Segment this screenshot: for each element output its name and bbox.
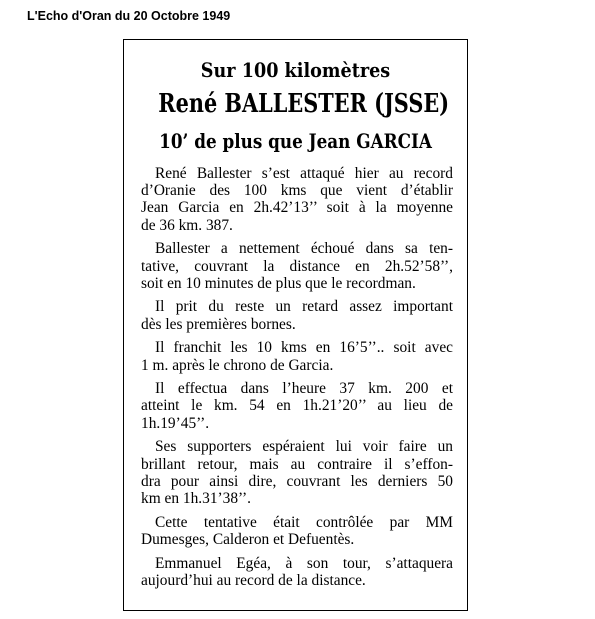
source-caption: L'Echo d'Oran du 20 Octobre 1949: [27, 9, 231, 23]
article-line: km en 1h.31’38’’.: [141, 489, 251, 507]
article-paragraph: [141, 514, 453, 548]
article-line: aujourd’hui au record de la distance.: [141, 571, 366, 589]
newspaper-article: [123, 39, 468, 611]
article-line: René Ballester s’est attaqué hier au record: [155, 165, 453, 182]
article-paragraph: [141, 298, 453, 332]
article-paragraph: [141, 339, 453, 373]
article-line: Jean Garcia en 2h.42’13’’ soit à la moyenne: [141, 199, 453, 217]
article-body: [141, 165, 453, 595]
article-line: dès les premières bornes.: [141, 315, 296, 333]
article-line: Dumesges, Calderon et Defuentès.: [141, 530, 355, 548]
article-paragraph: [141, 438, 453, 507]
article-line: tative, couvrant la distance en 2h.52’58’’,: [141, 257, 453, 275]
article-line: Il effectua dans l’heure 37 km. 200 et: [155, 380, 453, 398]
article-line: Il prit du reste un retard assez important: [155, 298, 453, 316]
article-line: 1h.19’45’’.: [141, 414, 210, 432]
article-line: dra pour ainsi dire, couvrant les derniers 50: [141, 472, 453, 490]
headline-main: René BALLESTER (JSSE): [158, 89, 450, 119]
article-line: soit en 10 minutes de plus que le recordman.: [141, 274, 416, 292]
article-line: de 36 km. 387.: [141, 216, 233, 234]
article-line: atteint le km. 54 en 1h.21’20’’ au lieu de: [141, 397, 453, 415]
article-line: 1 m. après le chrono de Garcia.: [141, 356, 334, 374]
headline-subtitle: 10’ de plus que Jean GARCIA: [159, 129, 432, 153]
article-paragraph: [141, 380, 453, 432]
article-line: Il franchit les 10 kms en 16’5’’.. soit avec: [155, 339, 453, 357]
headline-kicker: Sur 100 kilomètres: [200, 58, 391, 82]
article-line: Emmanuel Egéa, à son tour, s’attaquera: [155, 554, 453, 572]
article-line: brillant retour, mais au contraire il s’effon-: [141, 455, 453, 473]
article-paragraph: [141, 240, 453, 292]
article-line: Ballester a nettement échoué dans sa ten-: [155, 240, 453, 258]
article-line: d’Oranie des 100 kms que vient d’établir: [141, 182, 453, 200]
article-paragraph: [141, 555, 453, 589]
article-line: Ses supporters espéraient lui voir faire un: [155, 438, 453, 456]
article-line: Cette tentative était contrôlée par MM: [155, 513, 453, 531]
article-paragraph: [141, 165, 453, 234]
